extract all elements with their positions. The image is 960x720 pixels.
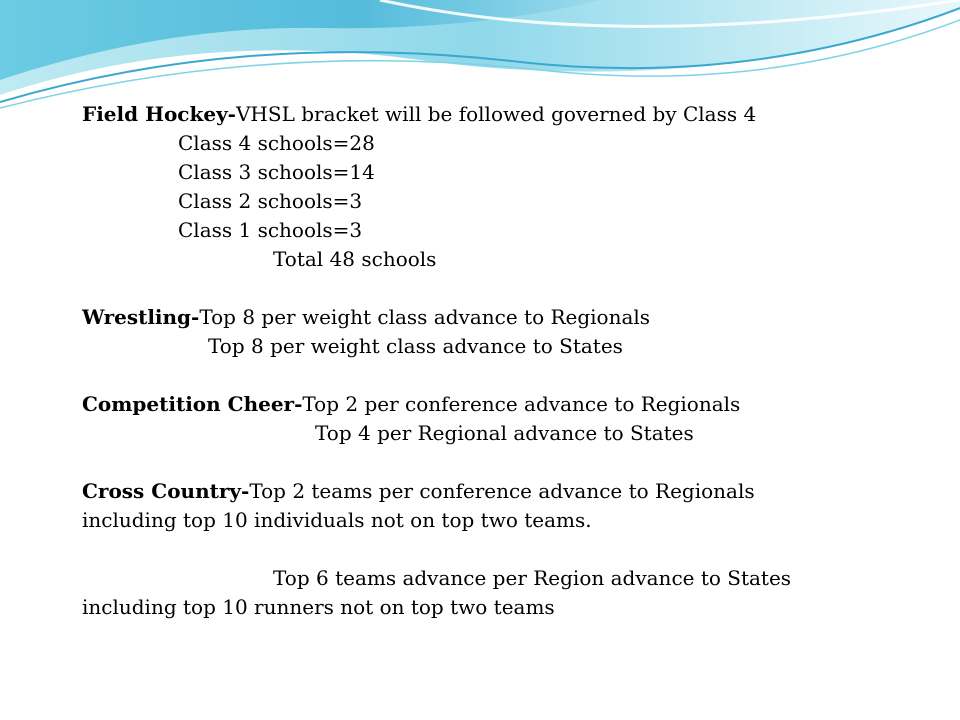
cross-country-runners: including top 10 runners not on top two teams (82, 595, 555, 619)
field-hockey-line (82, 100, 942, 129)
field-hockey-intro: VHSL bracket will be followed governed by Class 4 (235, 102, 757, 126)
field-hockey-heading: Field Hockey- (82, 102, 236, 126)
wrestling-regionals: Top 8 per weight class advance to Regionals (199, 305, 651, 329)
slide-body (82, 100, 942, 622)
cross-country-regionals: Top 2 teams per conference advance to Regionals (249, 479, 755, 503)
cross-country-states: Top 6 teams advance per Region advance to States (273, 566, 792, 590)
wrestling-states: Top 8 per weight class advance to States (208, 334, 623, 358)
class-4-count: Class 4 schools=28 (178, 131, 375, 155)
cheer-line (82, 390, 942, 419)
class-1-count: Class 1 schools=3 (178, 218, 363, 242)
cheer-states: Top 4 per Regional advance to States (315, 421, 694, 445)
total-schools: Total 48 schools (273, 247, 437, 271)
wrestling-line (82, 303, 942, 332)
class-2-count: Class 2 schools=3 (178, 189, 363, 213)
wrestling-heading: Wrestling- (82, 305, 200, 329)
cross-country-heading: Cross Country- (82, 479, 250, 503)
cross-country-line (82, 477, 942, 506)
class-3-count: Class 3 schools=14 (178, 160, 375, 184)
cheer-regionals: Top 2 per conference advance to Regionals (302, 392, 741, 416)
cross-country-individuals: including top 10 individuals not on top two teams. (82, 508, 592, 532)
cheer-heading: Competition Cheer- (82, 392, 303, 416)
